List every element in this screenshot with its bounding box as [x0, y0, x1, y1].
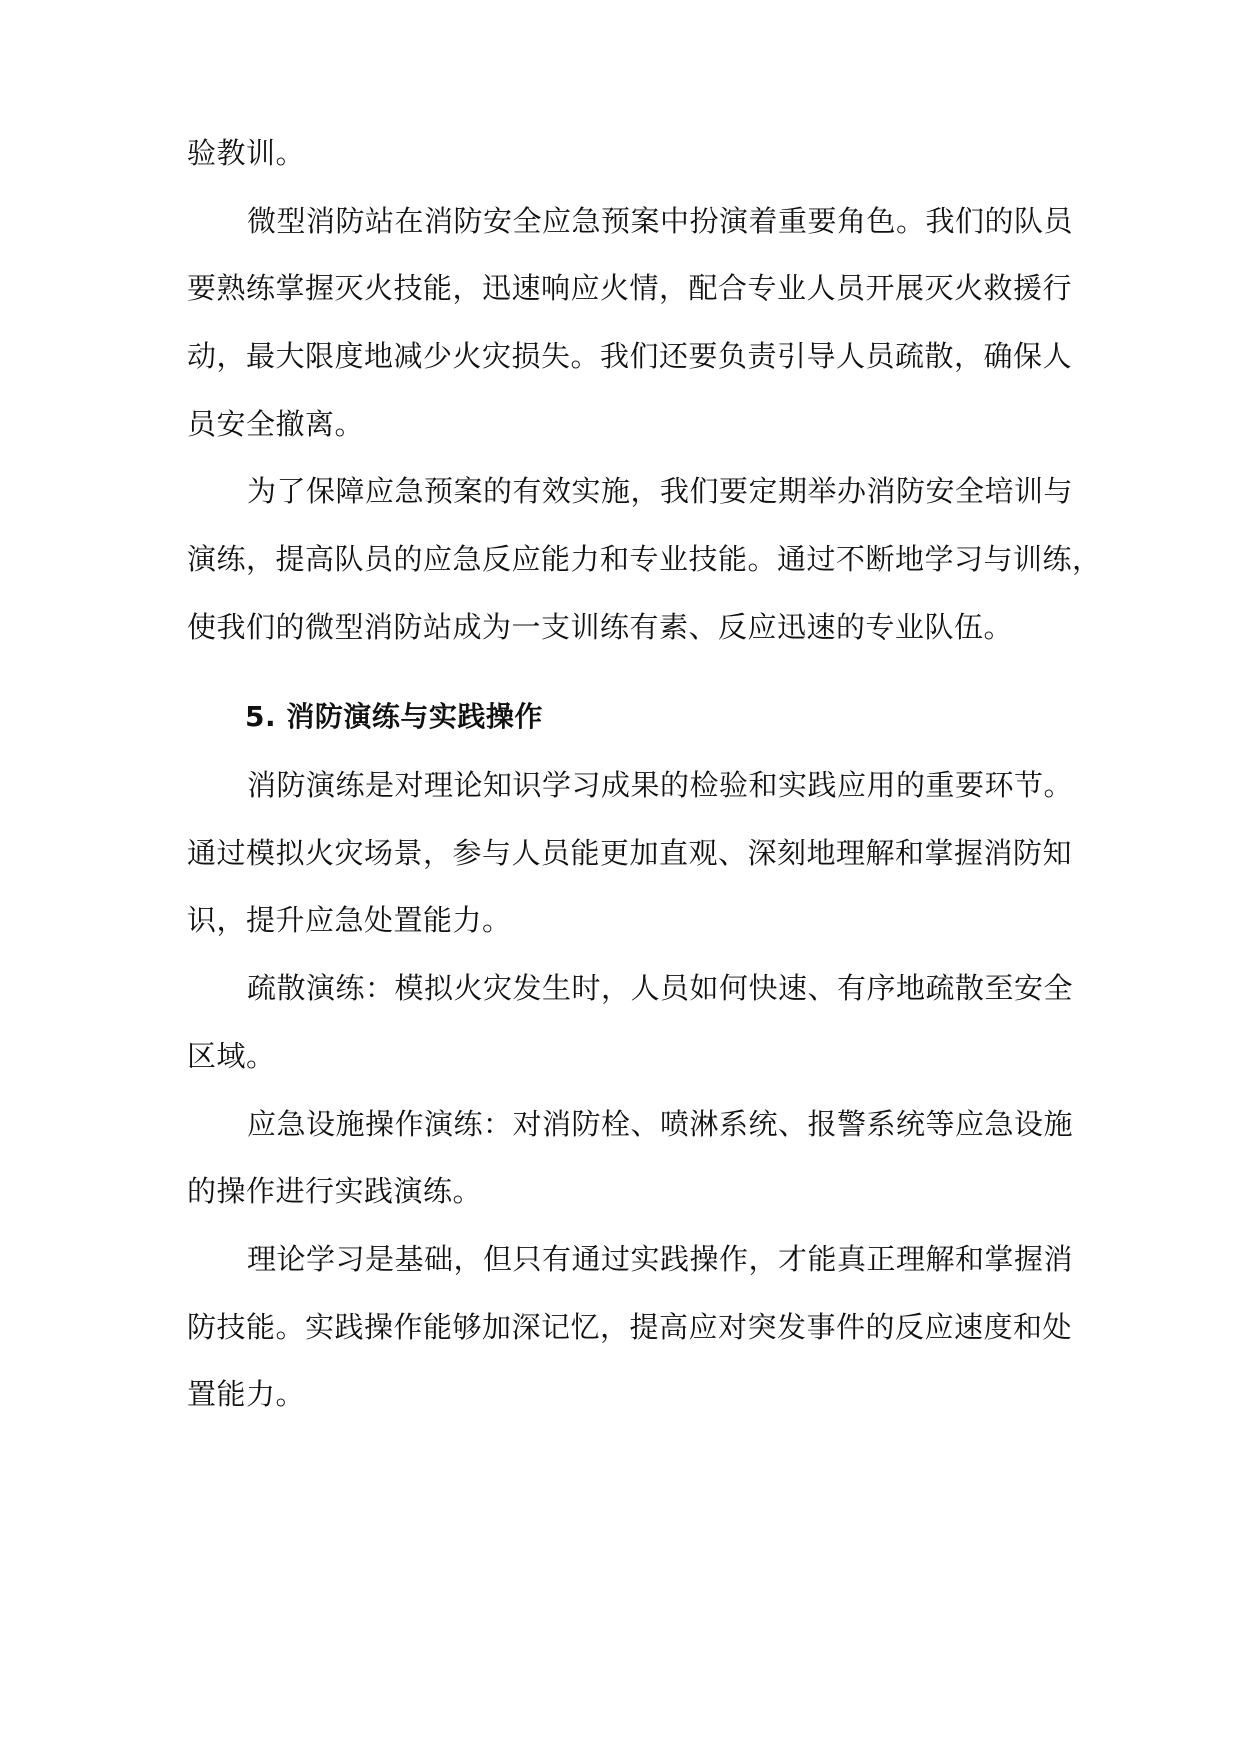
- paragraph-line: 使我们的微型消防站成为一支训练有素、反应迅速的专业队伍。: [187, 610, 1014, 644]
- paragraph-line: 演练，提高队员的应急反应能力和专业技能。通过不断地学习与训练，: [187, 542, 1102, 576]
- paragraph-line: 微型消防站在消防安全应急预案中扮演着重要角色。我们的队员: [247, 204, 1074, 238]
- paragraph-line: 识，提升应急处置能力。: [187, 903, 512, 937]
- section-heading: 5. 消防演练与实践操作: [245, 700, 543, 733]
- paragraph-line: 的操作进行实践演练。: [187, 1174, 483, 1208]
- paragraph-line: 应急设施操作演练：对消防栓、喷淋系统、报警系统等应急设施: [247, 1107, 1074, 1141]
- paragraph-line: 疏散演练：模拟火灾发生时，人员如何快速、有序地疏散至安全: [247, 971, 1074, 1005]
- paragraph-line: 要熟练掌握灭火技能，迅速响应火情，配合专业人员开展灭火救援行: [187, 271, 1073, 305]
- paragraph-line: 员安全撤离。: [187, 407, 365, 441]
- paragraph-line: 防技能。实践操作能够加深记忆，提高应对突发事件的反应速度和处: [187, 1310, 1073, 1344]
- paragraph-line: 置能力。: [187, 1377, 306, 1411]
- paragraph-line: 通过模拟火灾场景，参与人员能更加直观、深刻地理解和掌握消防知: [187, 836, 1073, 870]
- paragraph-line: 动，最大限度地减少火灾损失。我们还要负责引导人员疏散，确保人: [187, 339, 1073, 373]
- paragraph-line: 区域。: [187, 1039, 276, 1073]
- paragraph-line: 消防演练是对理论知识学习成果的检验和实践应用的重要环节。: [247, 768, 1074, 802]
- paragraph-line: 为了保障应急预案的有效实施，我们要定期举办消防安全培训与: [247, 474, 1074, 508]
- paragraph-line: 理论学习是基础，但只有通过实践操作，才能真正理解和掌握消: [247, 1242, 1074, 1276]
- paragraph-line: 验教训。: [187, 136, 306, 170]
